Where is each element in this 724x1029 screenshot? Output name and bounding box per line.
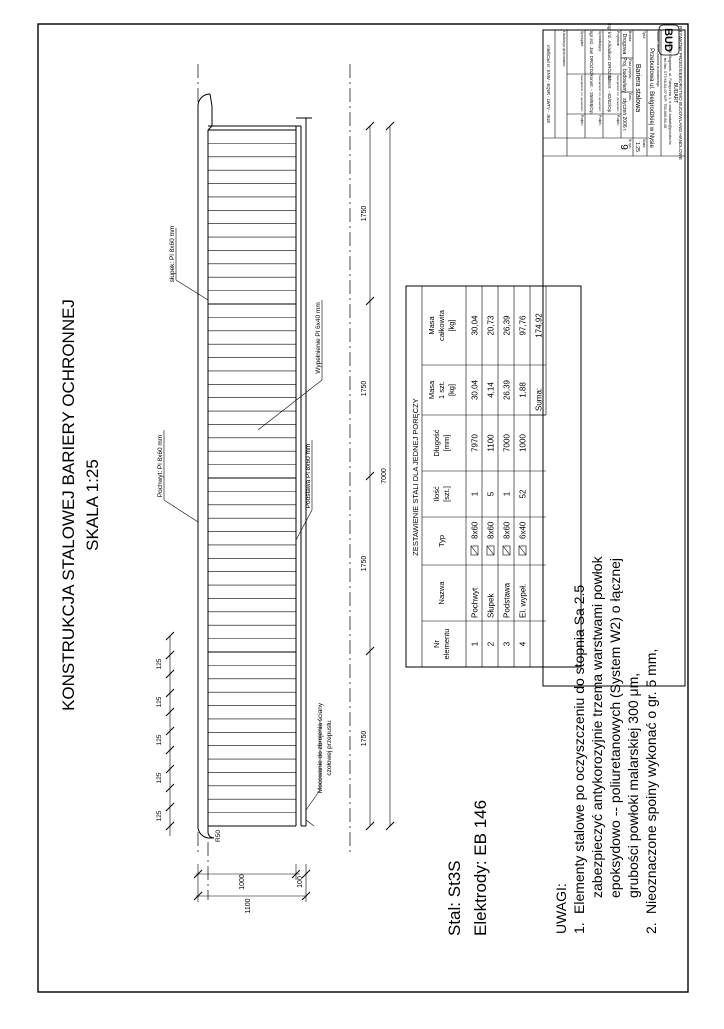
checker-permission: konstr. - 259/88/Op (589, 74, 594, 114)
branch-value: Drogowa (621, 33, 627, 55)
table-cell: 26,39 (502, 315, 512, 336)
drawing-title: KONSTRUKCJA STALOWEJ BARIERY OCHRONNEJ (59, 299, 78, 711)
table-cell: 1000 (518, 434, 528, 452)
table-cell: Pochwyt (470, 587, 480, 618)
designer-perm-label: Specjalność i nr uprawnień: (616, 75, 620, 112)
table-sum-value: 174,92 (534, 313, 544, 338)
table-cell: El. wypeł. (518, 583, 528, 618)
material-steel: Stal: St3S (445, 860, 464, 936)
table-cell: 1,88 (518, 382, 528, 398)
table-cell: 1 (470, 491, 480, 497)
table-header-cell: Ilość[szt.] (432, 486, 451, 502)
table-header-cell: Nazwa (437, 581, 446, 605)
table-cell: 1 (502, 491, 512, 497)
label-handrail: Pochwyt: Pl 8x60 mm (157, 434, 164, 498)
table-cell: 5 (486, 491, 496, 497)
notes-heading: UWAGI: (553, 883, 569, 934)
table-cell: 6x40 (518, 521, 528, 539)
drafter-label: Sporządził: (580, 31, 584, 47)
note-1-line-1: Elementy stalowe po oczyszczeniu do stopnia Sa 2.5 (571, 584, 587, 914)
steel-schedule-table (406, 286, 581, 667)
checker-name: mgr inż. Jan DRÓŻDŻ (589, 29, 594, 75)
table-cell: 30,04 (470, 379, 480, 401)
spacing-label: 125 (156, 772, 163, 784)
table-cell: 7000 (502, 434, 512, 452)
label-anchoring-1: Mocowanie do zbrojenia ściany (317, 702, 324, 794)
company-header: PRYWATNE PRZEDSIĘBIORSTWO BUDOWLANO HANDLOWE (678, 26, 683, 160)
label-infill: Wypełnienie Pl 6x40 mm (315, 302, 322, 374)
table-cell: 8x60 (502, 521, 512, 539)
date-value: styczeń 2006 r. (621, 98, 627, 132)
investment-value: Przebudowa ul. Bielgrodzkiej w Nysie (648, 48, 654, 148)
sheet-title-value: Bariera stalowa (634, 63, 641, 113)
dim-1000: 1000 (239, 874, 246, 890)
drafter-sign-label: Podpis: (580, 115, 584, 126)
drawing-no-label: Nr rys.: (628, 139, 632, 150)
table-cell: 8x60 (486, 521, 496, 539)
checker-perm-label: Specjalność i nr uprawnień: (598, 75, 602, 112)
table-header-cell: Nrelementu (432, 628, 451, 660)
dim-1100: 1100 (245, 898, 252, 914)
table-cell: 20,73 (486, 315, 496, 336)
spacing-label: 125 (156, 734, 163, 746)
checker-label: Sprawdzający: (598, 31, 602, 52)
table-cell: 1100 (486, 434, 496, 452)
table-header-cell: Typ (437, 534, 446, 548)
branch-label: Branża: (628, 31, 632, 42)
designer-sign-label: Podpis: (616, 115, 620, 126)
table-title: ZESTAWIENIE STALI DLA JEDNEJ PORĘCZY (411, 398, 420, 556)
table-cell: 2 (486, 641, 496, 647)
drawing-number: 9 (618, 144, 629, 150)
svg-text:BUD: BUD (662, 28, 674, 52)
segment-label: 1750 (361, 730, 368, 747)
table-cell: 1 (470, 641, 480, 647)
software-license: IntelliCad nr: ENW - EQ6R - LWTV - J918 (546, 45, 551, 123)
note-1-line-3: epoksydowo -- poliuretanowych (System W2) o łącznej (607, 557, 623, 898)
sheet-title-label: Tytuł: (642, 31, 646, 40)
table-cell: 8x60 (470, 521, 480, 539)
table-cell: 3 (502, 641, 512, 647)
spacing-label: 125 (156, 810, 163, 822)
stage-value: Proj. budowlany (621, 57, 627, 93)
table-cell: Słupek (486, 593, 496, 618)
designer-name: mgr inż. Arkadiusz DRÓŻDŻ (607, 23, 612, 81)
label-base: Podstawa Pl 8x60 mm (305, 443, 312, 509)
table-header-cell: Masacałkowita[kg] (427, 310, 456, 341)
infill-bars (208, 130, 296, 826)
scale-label: Skala: (642, 139, 646, 148)
table-header-cell: Długość[mm] (432, 429, 451, 457)
dim-100: 100 (297, 876, 304, 888)
table-cell: 4 (518, 641, 528, 647)
spacing-label: 125 (156, 658, 163, 670)
leader-labels (157, 226, 333, 810)
segment-label: 1750 (361, 205, 368, 222)
drafter-perm-label: Specjalność i nr uprawnień: (580, 75, 584, 112)
investment-label: Nazwa i adres zadania budowlanego: (656, 31, 660, 88)
note-1-number: 1. (571, 922, 587, 934)
radius-label: R50 (215, 830, 222, 842)
archive-label: Lokalizacja opracowania: (562, 31, 566, 67)
checker-sign-label: Podpis: (598, 115, 602, 126)
designer-permission: konstr. - 82/02/Op (607, 75, 612, 113)
table-header-cell: Masa1 szt.[kg] (427, 380, 456, 400)
table-cell: 97,76 (518, 315, 528, 336)
material-electrodes: Elektrody: EB 146 (471, 799, 490, 936)
note-2-number: 2. (643, 922, 659, 934)
segment-label: 1750 (361, 555, 368, 572)
table-sum-label: Suma: (534, 387, 544, 411)
scale-value: 1:25 (634, 142, 640, 152)
company-phone: tel./fax. 077/46-64-07 NIP: 755-000-86-48 (663, 57, 667, 129)
date-label: Data: (628, 93, 632, 101)
company-name: BUDART (672, 82, 678, 104)
note-1-line-4: grubości powłoki malarskiej 300 μm, (625, 672, 641, 898)
table-cell: 7970 (470, 434, 480, 452)
table-cell: 4,14 (486, 382, 496, 398)
label-post: słupek: Pl 8x60 mm (169, 225, 176, 283)
designer-label: Projektant: (616, 31, 620, 47)
table-cell: 26,39 (502, 379, 512, 401)
note-1-line-2: zabezpieczyć antykorozyjnie trzema warstwami powłok (589, 556, 605, 898)
spacing-label: 125 (156, 696, 163, 708)
table-cell: 52 (518, 489, 528, 499)
drawing-scale: SKALA 1:25 (83, 459, 102, 551)
stage-label: Faza projektu: (628, 59, 632, 80)
segment-label: 1750 (361, 380, 368, 397)
notes (553, 555, 659, 934)
dim-total: 7000 (381, 468, 388, 484)
note-2-text: Nieoznaczone spoiny wykonać o gr. 5 mm, (643, 648, 659, 914)
label-anchoring-2: czołowej przepustu (326, 720, 333, 776)
table-cell: Podstawa (502, 582, 512, 618)
table-cell: 30,04 (470, 315, 480, 336)
company-address: 48-250 Głogówek, ul. Fabryczna 1, e-mail: budart@poczta.fm (668, 41, 672, 145)
